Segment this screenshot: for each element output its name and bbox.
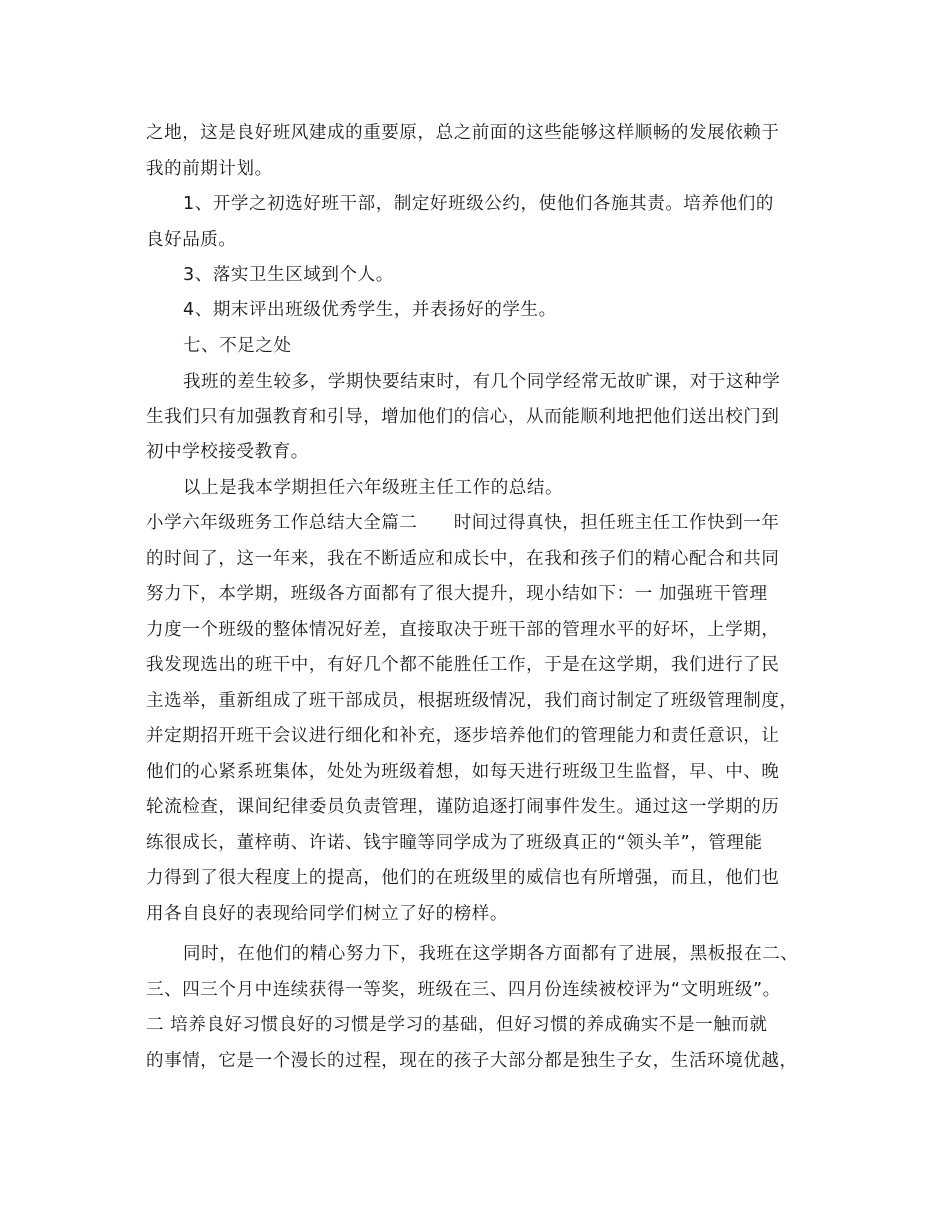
text-line: 以上是我本学期担任六年级班主任工作的总结。: [183, 478, 564, 498]
text-line: 3、落实卫生区域到个人。: [183, 265, 394, 285]
text-line: 我的前期计划。: [146, 159, 273, 179]
text-line: 力度一个班级的整体情况好差，直接取决于班干部的管理水平的好坏，上学期，: [146, 620, 780, 640]
text-line: 我发现选出的班干中，有好几个都不能胜任工作，于是在这学期，我们进行了民: [146, 655, 780, 675]
text-line: 主选举，重新组成了班干部成员，根据班级情况，我们商讨制定了班级管理制度，: [146, 691, 798, 711]
text-line: 1、开学之初选好班干部，制定好班级公约，使他们各施其责。培养他们的: [183, 194, 774, 214]
text-line: 之地，这是良好班风建成的重要原，总之前面的这些能够这样顺畅的发展依赖于: [146, 123, 780, 143]
text-line: 努力下，本学期，班级各方面都有了很大提升，现小结如下：一 加强班干管理: [146, 584, 768, 604]
text-line: 生我们只有加强教育和引导，增加他们的信心，从而能顺利地把他们送出校门到: [146, 407, 780, 427]
text-line: 的事情，它是一个漫长的过程，现在的孩子大部分都是独生子女，生活环境优越，: [146, 1051, 798, 1071]
text-line: 同时，在他们的精心努力下，我班在这学期各方面都有了进展，黑板报在二、: [183, 944, 799, 964]
text-line: 用各自良好的表现给同学们树立了好的榜样。: [146, 904, 508, 924]
text-line: 并定期招开班干会议进行细化和补充，逐步培养他们的管理能力和责任意识，让: [146, 726, 780, 746]
text-line: 力得到了很大程度上的提高，他们的在班级里的威信也有所增强，而且，他们也: [146, 868, 780, 888]
text-line: 4、期末评出班级优秀学生，并表扬好的学生。: [183, 300, 557, 320]
text-line: 练很成长，董梓萌、许诺、钱宇瞳等同学成为了班级真正的“领头羊”，管理能: [146, 833, 763, 853]
section-heading: 七、不足之处: [183, 336, 292, 356]
text-line: 轮流检查，课间纪律委员负责管理，谨防追逐打闹事件发生。通过这一学期的历: [146, 797, 780, 817]
text-line: 小学六年级班务工作总结大全篇二 时间过得真快，担任班主任工作快到一年: [146, 513, 780, 533]
text-line: 三、四三个月中连续获得一等奖，班级在三、四月份连续被校评为“文明班级”。: [146, 980, 781, 1000]
text-line: 的时间了，这一年来，我在不断适应和成长中，在我和孩子们的精心配合和共同: [146, 549, 780, 569]
text-line: 他们的心紧系班集体，处处为班级着想，如每天进行班级卫生监督，早、中、晚: [146, 762, 780, 782]
text-line: 二 培养良好习惯良好的习惯是学习的基础，但好习惯的养成确实不是一触而就: [146, 1015, 768, 1035]
text-line: 良好品质。: [146, 230, 237, 250]
text-line: 我班的差生较多，学期快要结束时，有几个同学经常无故旷课，对于这种学: [183, 372, 781, 392]
text-line: 初中学校接受教育。: [146, 442, 309, 462]
